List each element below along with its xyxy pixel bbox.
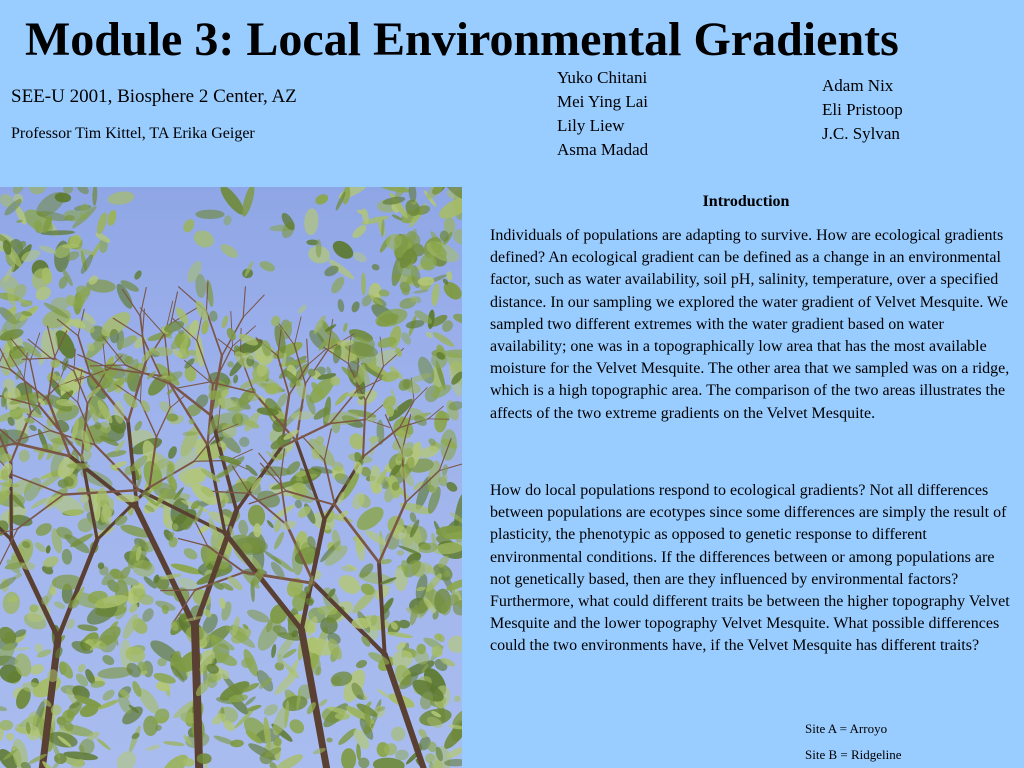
site-b-label: Site B = Ridgeline: [805, 747, 902, 762]
mesquite-tree-photo: [0, 187, 462, 768]
author-name: Eli Pristoop: [822, 100, 903, 119]
author-name: J.C. Sylvan: [822, 124, 900, 143]
authors-column-2: [822, 74, 903, 146]
introduction-paragraph-2: How do local populations respond to ecological gradients? Not all differences between populations are ecotypes since some differences are simply the result of plasticity, the phenotypic as opposed to genetic response to different environmental conditions. If the differences between or among populations are not genetically based, then are they influenced by environmental factors? Furthermore, what could different traits be between the higher topography Velvet Mesquite and the lower topography Velvet Mesquite. What possible differences could the two environments have, if the Velvet Mesquite has different traits?: [490, 482, 1010, 655]
authors-column-1: [557, 66, 648, 162]
author-name: Mei Ying Lai: [557, 92, 648, 111]
page-title: Module 3: Local Environmental Gradients: [25, 13, 899, 66]
introduction-paragraph-1: Individuals of populations are adapting to survive. How are ecological gradients defined? An ecological gradient can be defined as a change in an environmental factor, such as water availability, soil pH, salinity, temperature, over a specified distance. In our sampling we explored the water gradient of Velvet Mesquite. We sampled two different extremes with the water gradient based on water availability; one was in a topographically low area that has the most available moisture for the Velvet Mesquite. The other area that we sampled was on a ridge, which is a high topographic area. The comparison of the two areas illustrates the affects of the two extreme gradients on the Velvet Mesquite.: [490, 227, 1010, 422]
instructors-line: Professor Tim Kittel, TA Erika Geiger: [11, 125, 255, 142]
site-a-label: Site A = Arroyo: [805, 721, 888, 736]
author-name: Lily Liew: [557, 116, 625, 135]
author-name: Yuko Chitani: [557, 68, 648, 87]
author-name: Adam Nix: [822, 76, 894, 95]
introduction-heading: Introduction: [702, 193, 790, 210]
mesquite-foliage-illustration: [0, 187, 462, 768]
course-subtitle: SEE-U 2001, Biosphere 2 Center, AZ: [11, 86, 297, 107]
author-name: Asma Madad: [557, 140, 649, 159]
